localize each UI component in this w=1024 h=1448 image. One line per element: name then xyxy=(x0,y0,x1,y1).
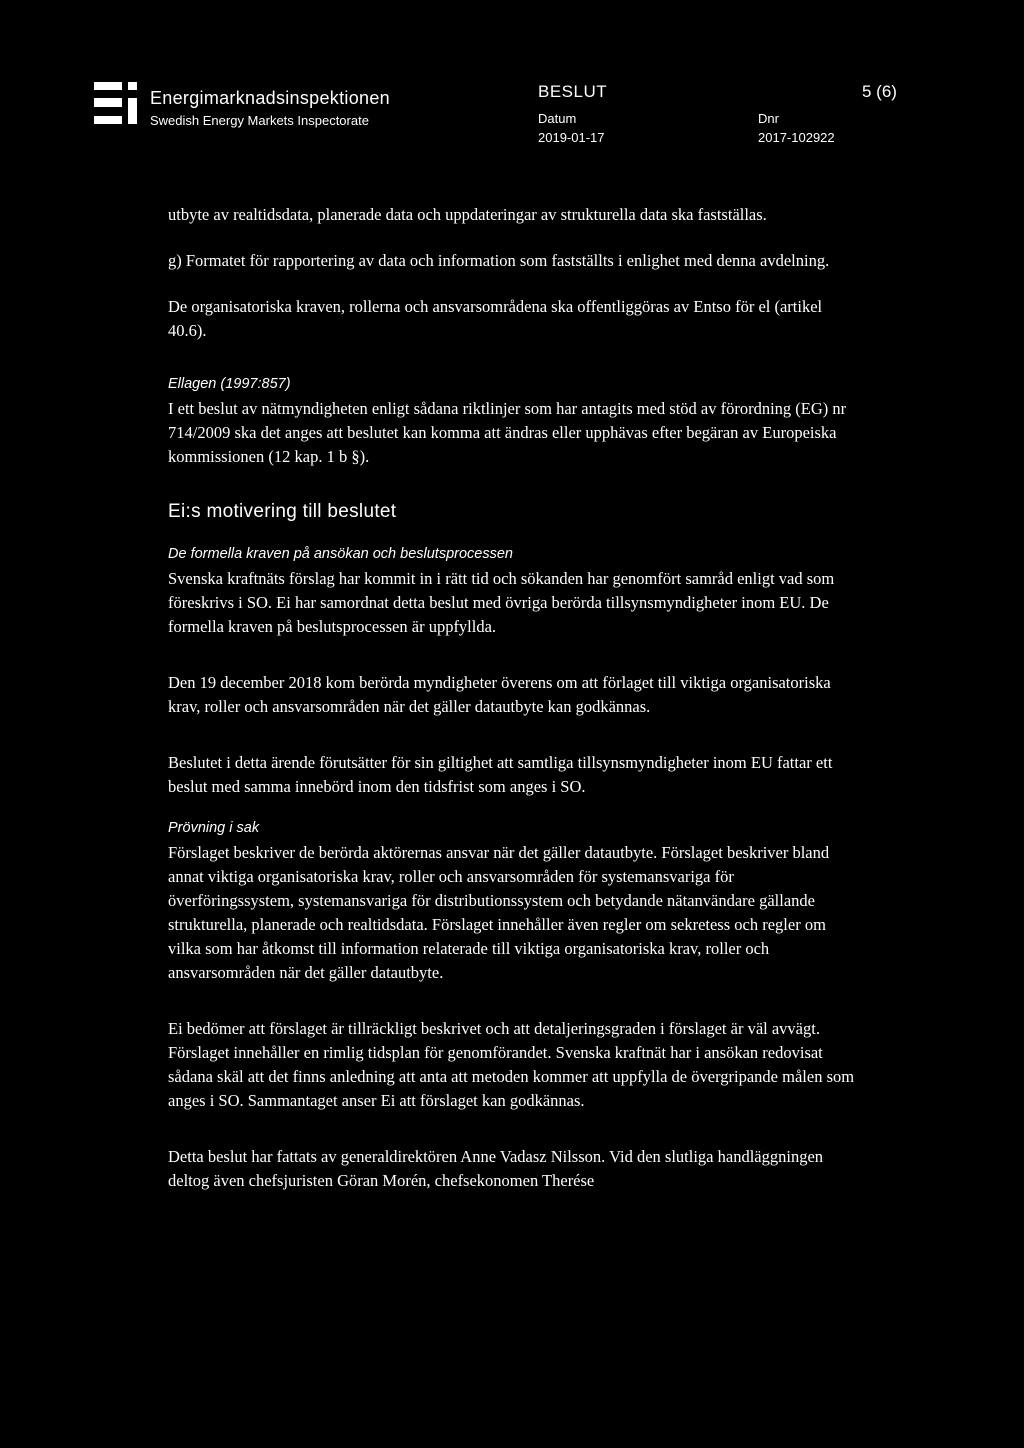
paragraph-decision-makers: Detta beslut har fattats av generaldirektören Anne Vadasz Nilsson. Vid den slutliga handläggningen deltog även chefsjuristen Göran Morén, chefsekonomen Therése xyxy=(168,1147,824,1190)
document-type: BESLUT xyxy=(538,82,608,101)
document-body xyxy=(168,203,858,1193)
dnr-value: 2017-102922 xyxy=(758,130,835,145)
paragraph-publication: De organisatoriska kraven, rollerna och ansvarsområdena ska offentliggöras av Entso för el (artikel 40.6). xyxy=(168,297,823,340)
ei-logo-icon xyxy=(94,80,140,126)
paragraph-formal-requirements: Svenska kraftnäts förslag har kommit in i rätt tid och sökanden har genomfört samråd enligt vad som föreskrivs i SO. Ei har samordnat detta beslut med övriga berörda tillsynsmyndigheter inom EU. De formella kraven på beslutsprocessen är uppfyllda. xyxy=(168,569,835,636)
paragraph-data-exchange: utbyte av realtidsdata, planerade data och uppdateringar av strukturella data ska fastställas. xyxy=(168,205,767,224)
paragraph-validity: Beslutet i detta ärende förutsätter för sin giltighet att samtliga tillsynsmyndigheter inom EU fattar ett beslut med samma innebörd inom den tidsfrist som anges i SO. xyxy=(168,753,833,796)
paragraph-ellagen: I ett beslut av nätmyndigheten enligt sådana riktlinjer som har antagits med stöd av förordning (EG) nr 714/2009 ska det anges att beslutet kan komma att ändras eller upphävas efter begäran av Europeiska kommissionen (12 kap. 1 b §). xyxy=(168,399,847,466)
date-value: 2019-01-17 xyxy=(538,130,605,145)
paragraph-evaluation: Ei bedömer att förslaget är tillräckligt beskrivet och att detaljeringsgraden i förslaget är väl avvägt. Förslaget innehåller en rimlig tidsplan för genomförandet. Svenska kraftnät har i ansökan redovisat sådana skäl att det finns anledning att anta att metoden kommer att uppfylla de övergripande målen som anges i SO. Sammantaget anser Ei att förslaget kan godkännas. xyxy=(168,1019,855,1110)
document-header xyxy=(0,0,1024,160)
paragraph-format-g: g) Formatet för rapportering av data och information som fastställts i enlighet med denna avdelning. xyxy=(168,251,830,270)
date-label: Datum xyxy=(538,111,577,126)
paragraph-assessment: Förslaget beskriver de berörda aktörernas ansvar när det gäller datautbyte. Förslaget beskriver bland annat viktiga organisatoriska krav, roller och ansvarsområden för systemansvariga för överföringssystem, systemansvariga för distributionssystem och betydande nätanvändare gällande strukturella, planerade och realtidsdata. Förslaget innehåller även regler om sekretess och regler om vilka som har åtkomst till information relaterade till viktiga organisatoriska krav, roller och ansvarsområden när det gäller datautbyte. xyxy=(168,843,830,982)
dnr-label: Dnr xyxy=(758,111,779,126)
section-heading-motivation: Ei:s motivering till beslutet xyxy=(168,501,397,522)
subheading-formal-requirements: De formella kraven på ansökan och beslutsprocessen xyxy=(168,546,513,562)
paragraph-agreement: Den 19 december 2018 kom berörda myndigheter överens om att förlaget till viktiga organisatoriska krav, roller och ansvarsområden när det gäller datautbyte kan godkännas. xyxy=(168,673,831,716)
subheading-assessment: Prövning i sak xyxy=(168,820,260,836)
org-name-swedish: Energimarknadsinspektionen xyxy=(150,88,390,108)
ellagen-heading: Ellagen (1997:857) xyxy=(168,376,291,392)
org-name-english: Swedish Energy Markets Inspectorate xyxy=(150,113,369,128)
page-number: 5 (6) xyxy=(862,82,897,101)
